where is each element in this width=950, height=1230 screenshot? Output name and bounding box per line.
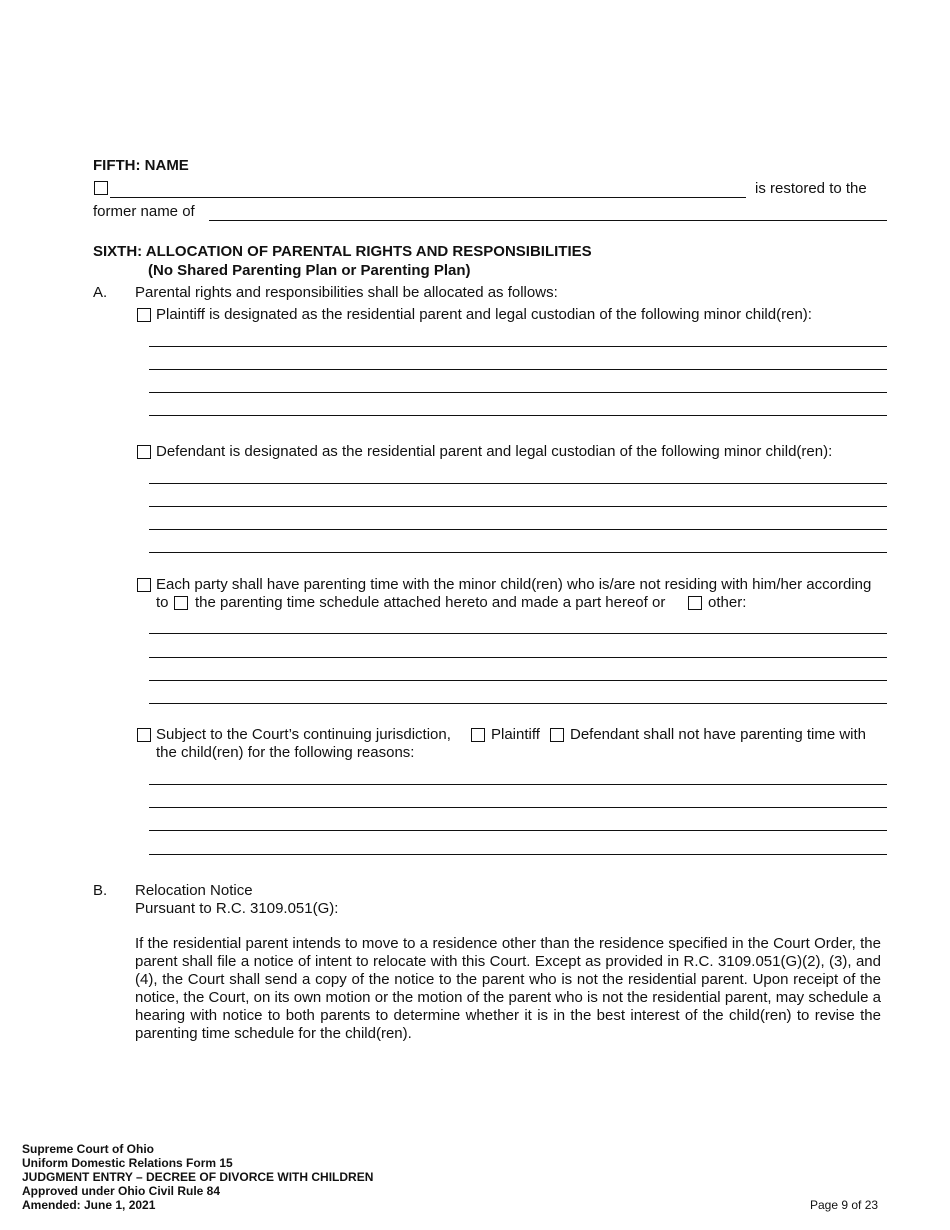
section-b-marker: B. <box>93 882 108 899</box>
parenting-time-checkbox[interactable] <box>137 578 151 592</box>
section-a-marker: A. <box>93 284 108 301</box>
subject-jurisdiction-label: Subject to the Court’s continuing jurisdiction, <box>156 726 451 743</box>
parenting-schedule-label: the parenting time schedule attached hereto and made a part hereof or <box>195 594 666 611</box>
footer-form: Uniform Domestic Relations Form 15 <box>22 1156 233 1170</box>
parenting-other-line-4[interactable] <box>149 703 887 704</box>
section-a-intro: Parental rights and responsibilities shall be allocated as follows: <box>135 284 558 301</box>
fifth-heading: FIFTH: NAME <box>93 157 189 174</box>
plaintiff-children-line-4[interactable] <box>149 415 887 416</box>
former-name-field[interactable] <box>209 220 887 221</box>
name-restore-checkbox[interactable] <box>94 181 108 195</box>
footer-court: Supreme Court of Ohio <box>22 1142 154 1156</box>
no-time-defendant-checkbox[interactable] <box>550 728 564 742</box>
plaintiff-children-line-1[interactable] <box>149 346 887 347</box>
parenting-other-line-1[interactable] <box>149 633 887 634</box>
reasons-line-1[interactable] <box>149 784 887 785</box>
sixth-subheading: (No Shared Parenting Plan or Parenting Plan) <box>148 262 471 279</box>
footer-amended: Amended: June 1, 2021 <box>22 1198 156 1212</box>
no-time-plaintiff-checkbox[interactable] <box>471 728 485 742</box>
reasons-label: the child(ren) for the following reasons: <box>156 744 415 761</box>
relocation-pursuant: Pursuant to R.C. 3109.051(G): <box>135 900 339 917</box>
restored-party-name-field[interactable] <box>110 197 746 198</box>
former-name-label: former name of <box>93 203 195 220</box>
parenting-other-label: other: <box>708 594 747 611</box>
page-number: Page 9 of 23 <box>810 1198 879 1212</box>
no-parenting-time-checkbox[interactable] <box>137 728 151 742</box>
no-time-plaintiff-label: Plaintiff <box>491 726 540 743</box>
plaintiff-custodian-checkbox[interactable] <box>137 308 151 322</box>
defendant-custodian-label: Defendant is designated as the residential parent and legal custodian of the following minor child(ren): <box>156 443 833 460</box>
footer-rule: Approved under Ohio Civil Rule 84 <box>22 1184 221 1198</box>
plaintiff-children-line-3[interactable] <box>149 392 887 393</box>
parenting-other-line-2[interactable] <box>149 657 887 658</box>
relocation-title: Relocation Notice <box>135 882 253 899</box>
plaintiff-custodian-label: Plaintiff is designated as the residential parent and legal custodian of the following minor child(ren): <box>156 306 812 323</box>
restored-text: is restored to the <box>755 180 867 197</box>
defendant-children-line-1[interactable] <box>149 483 887 484</box>
footer-title: JUDGMENT ENTRY – DECREE OF DIVORCE WITH CHILDREN <box>22 1170 374 1184</box>
defendant-children-line-2[interactable] <box>149 506 887 507</box>
no-time-defendant-label: Defendant shall not have parenting time with <box>570 726 867 743</box>
defendant-children-line-4[interactable] <box>149 552 887 553</box>
reasons-line-2[interactable] <box>149 807 887 808</box>
defendant-children-line-3[interactable] <box>149 529 887 530</box>
reasons-line-4[interactable] <box>149 854 887 855</box>
reasons-line-3[interactable] <box>149 830 887 831</box>
parenting-time-label-line1: Each party shall have parenting time with the minor child(ren) who is/are not residing with him/her according <box>156 576 872 593</box>
parenting-other-line-3[interactable] <box>149 680 887 681</box>
relocation-paragraph: If the residential parent intends to move to a residence other than the residence specified in the Court Order, the parent shall file a notice of intent to relocate with this Court. Except as provided in R.C. 3109.051(G)(2), (3), and (4), the Court shall send a copy of the notice to the parent who is not the residential parent. Upon receipt of the notice, the Court, on its own motion or the motion of the parent who is not the residential parent, may schedule a hearing with notice to both parents to determine whether it is in the best interest of the child(ren) to revise the parenting time schedule for the child(ren). <box>135 935 881 1042</box>
defendant-custodian-checkbox[interactable] <box>137 445 151 459</box>
plaintiff-children-line-2[interactable] <box>149 369 887 370</box>
parenting-other-checkbox[interactable] <box>688 596 702 610</box>
sixth-heading: SIXTH: ALLOCATION OF PARENTAL RIGHTS AND RESPONSIBILITIES <box>93 243 592 260</box>
parenting-time-to-label: to <box>156 594 169 611</box>
parenting-schedule-checkbox[interactable] <box>174 596 188 610</box>
